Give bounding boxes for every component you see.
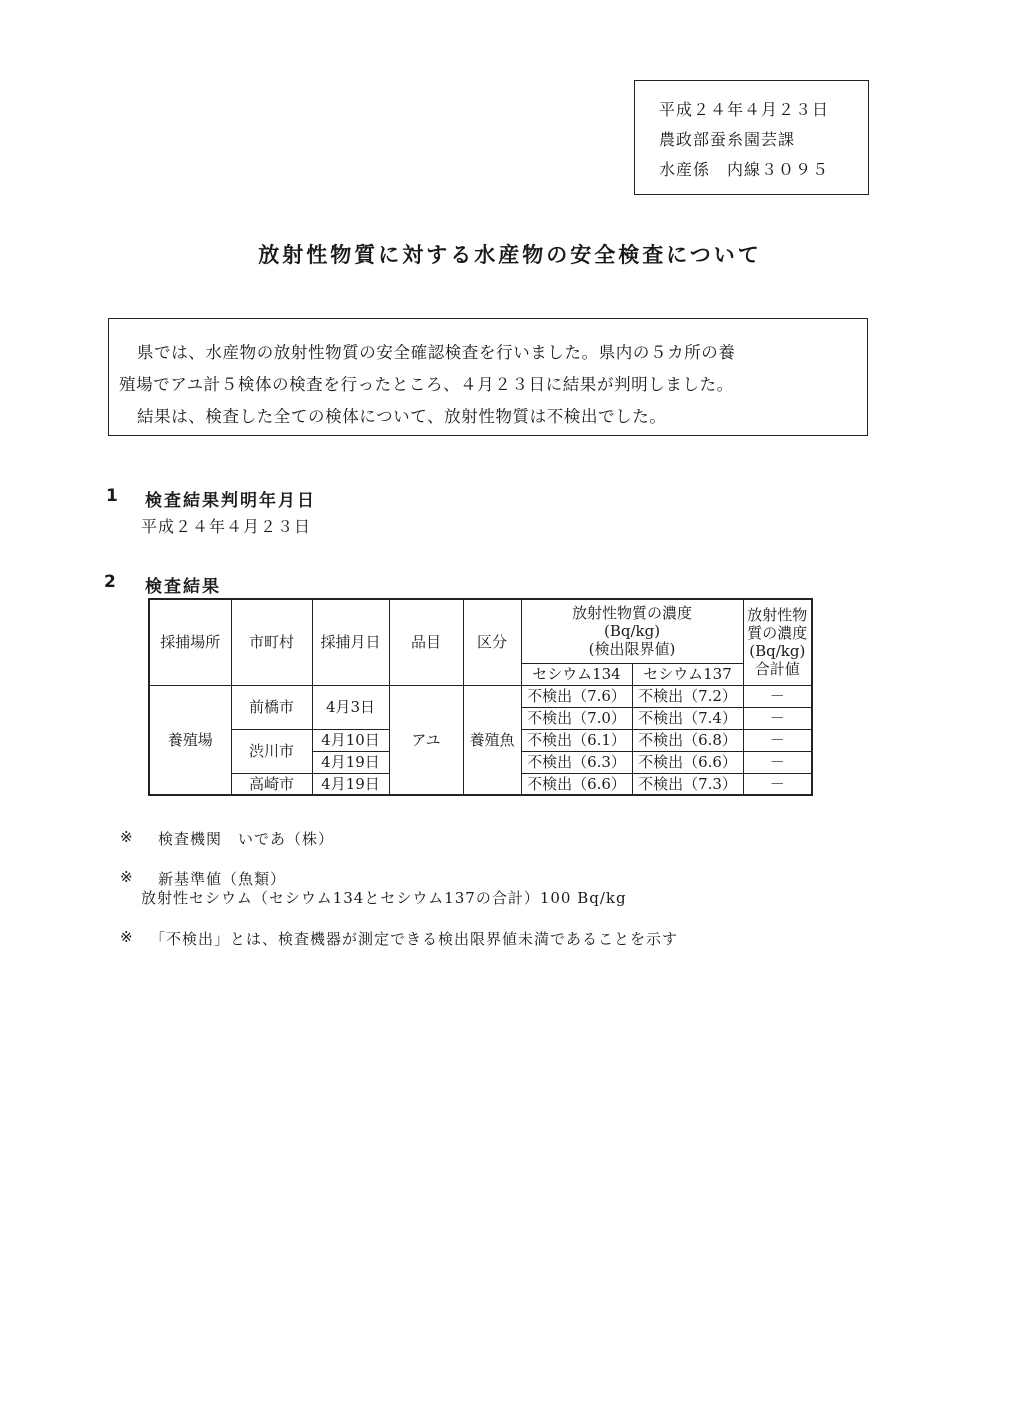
- cs137-value: 不検出（7.2）: [632, 685, 743, 707]
- header-total-line-2: 質の濃度: [747, 624, 808, 643]
- cs134-value: 不検出（7.0）: [521, 707, 632, 729]
- header-cs134: セシウム134: [521, 663, 632, 685]
- header-concentration-line-2: (Bq/kg): [603, 622, 661, 641]
- category-cell: 養殖魚: [463, 685, 521, 795]
- header-location: 採捕場所: [149, 599, 231, 685]
- summary-line-2: 殖場でアユ計５検体の検査を行ったところ、４月２３日に結果が判明しました。: [119, 375, 734, 394]
- department-name: 農政部蚕糸園芸課: [659, 130, 796, 149]
- note-standard-value: 放射性セシウム（セシウム134とセシウム137の合計）100 Bq/kg: [141, 889, 627, 907]
- summary-box: [108, 318, 868, 436]
- section-2-number: 2: [104, 572, 116, 592]
- cs137-value: 不検出（7.4）: [632, 707, 743, 729]
- cs134-value: 不検出（6.1）: [521, 729, 632, 751]
- header-total: [743, 599, 812, 685]
- total-value: －: [743, 685, 812, 707]
- cs134-value: 不検出（7.6）: [521, 685, 632, 707]
- cs134-value: 不検出（6.3）: [521, 751, 632, 773]
- section-1-number: 1: [106, 486, 118, 506]
- note-definition: 「不検出」とは、検査機器が測定できる検出限界値未満であることを示す: [150, 930, 679, 948]
- date-shibukawa-1: 4月10日: [312, 729, 389, 751]
- date-takasaki: 4月19日: [312, 773, 389, 795]
- header-category: 区分: [463, 599, 521, 685]
- total-value: －: [743, 751, 812, 773]
- date-maebashi: 4月3日: [312, 685, 389, 729]
- city-takasaki: 高崎市: [231, 773, 312, 795]
- total-value: －: [743, 773, 812, 795]
- issuer-box: [634, 80, 869, 195]
- header-concentration-line-3: (検出限界値): [588, 640, 676, 659]
- header-city: 市町村: [231, 599, 312, 685]
- header-concentration-line-1: 放射性物質の濃度: [572, 604, 693, 623]
- contact-extension: 水産係 内線３０９５: [659, 160, 830, 179]
- header-total-line-3: (Bq/kg): [749, 642, 806, 661]
- note-standard-title: 新基準値（魚類）: [158, 870, 287, 888]
- document-title: 放射性物質に対する水産物の安全検査について: [258, 243, 762, 267]
- note-mark-2: ※: [120, 868, 134, 886]
- note-mark-3: ※: [120, 928, 134, 946]
- result-date: 平成２４年４月２３日: [141, 517, 312, 536]
- header-item: 品目: [389, 599, 463, 685]
- section-2-title: 検査結果: [145, 577, 221, 597]
- header-concentration: [521, 599, 743, 663]
- date-shibukawa-2: 4月19日: [312, 751, 389, 773]
- city-maebashi: 前橋市: [231, 685, 312, 729]
- header-cs137: セシウム137: [632, 663, 743, 685]
- note-mark-1: ※: [120, 828, 134, 846]
- cs137-value: 不検出（6.8）: [632, 729, 743, 751]
- total-value: －: [743, 729, 812, 751]
- note-agency: 検査機関 いであ（株）: [158, 830, 335, 848]
- summary-line-1: 県では、水産物の放射性物質の安全確認検査を行いました。県内の５カ所の養: [137, 343, 736, 362]
- location-cell: 養殖場: [149, 685, 231, 795]
- city-shibukawa: 渋川市: [231, 729, 312, 773]
- header-total-line-4: 合計値: [754, 660, 800, 679]
- issue-date: 平成２４年４月２３日: [659, 100, 830, 119]
- cs137-value: 不検出（6.6）: [632, 751, 743, 773]
- header-total-line-1: 放射性物: [747, 606, 808, 625]
- cs137-value: 不検出（7.3）: [632, 773, 743, 795]
- header-date: 採捕月日: [312, 599, 389, 685]
- results-table: [148, 598, 813, 796]
- total-value: －: [743, 707, 812, 729]
- summary-line-3: 結果は、検査した全ての検体について、放射性物質は不検出でした。: [137, 407, 667, 426]
- item-cell: アユ: [389, 685, 463, 795]
- cs134-value: 不検出（6.6）: [521, 773, 632, 795]
- section-1-title: 検査結果判明年月日: [145, 491, 316, 511]
